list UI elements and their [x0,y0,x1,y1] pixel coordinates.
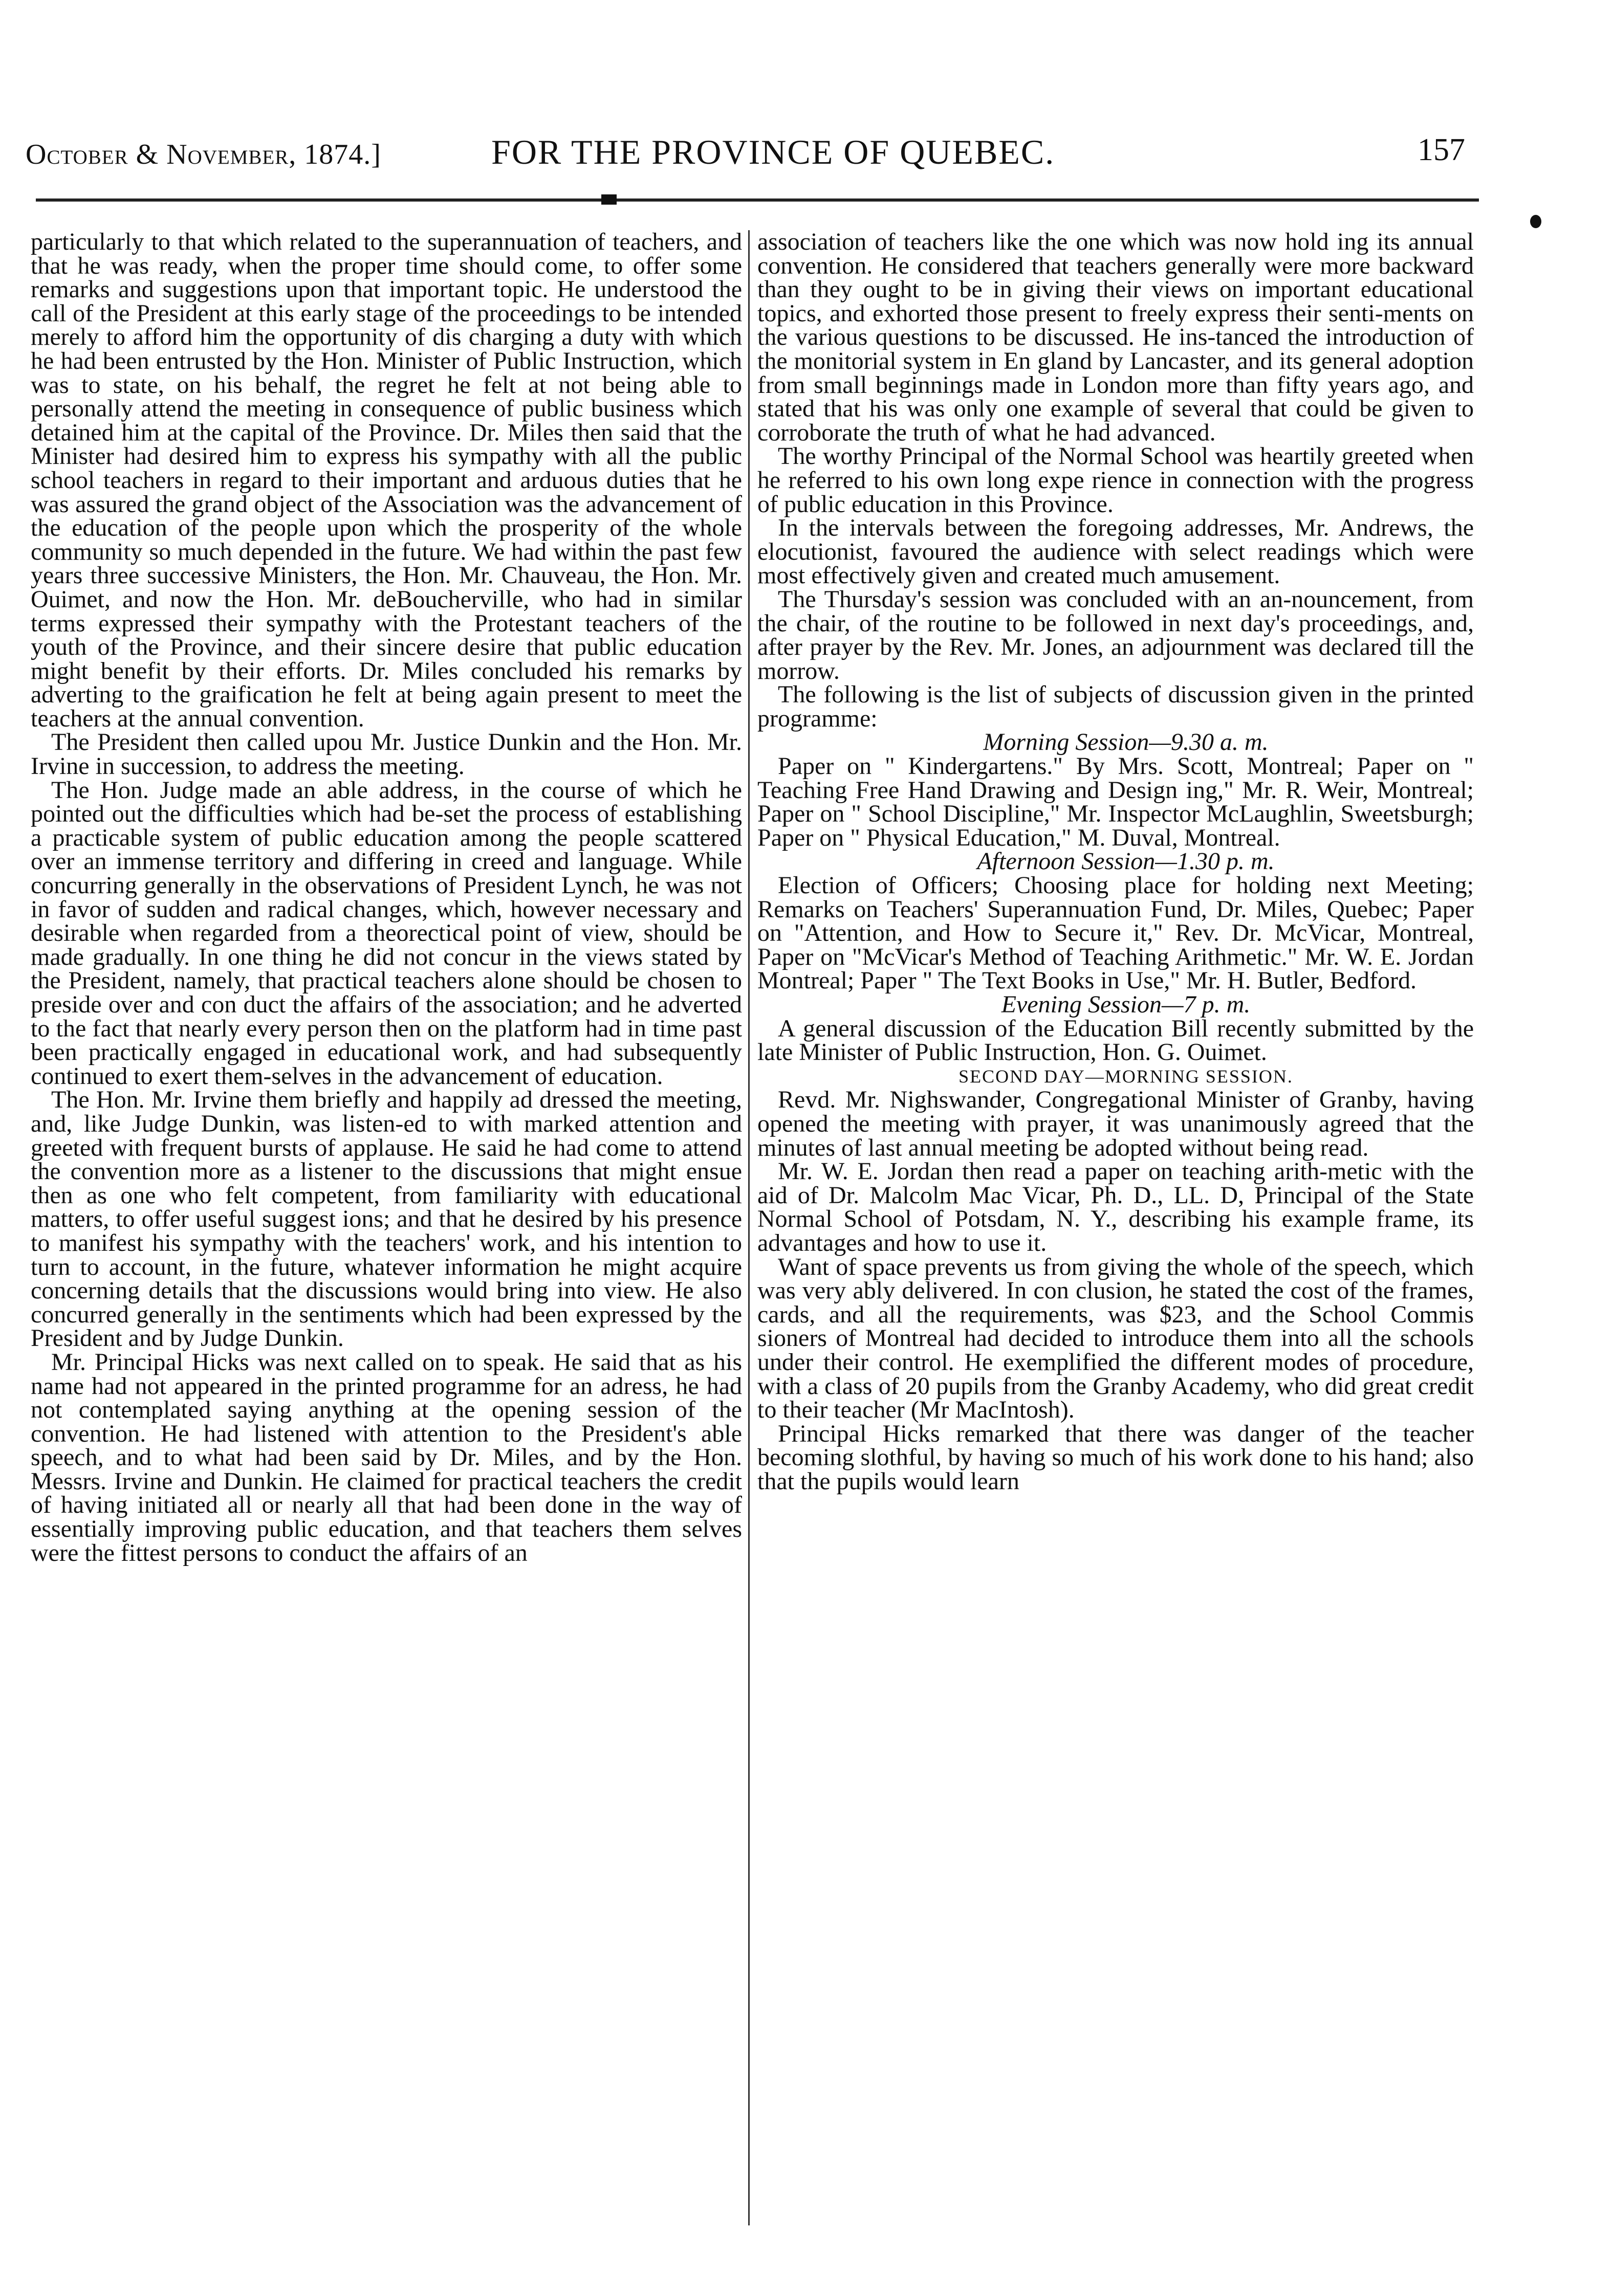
right-paragraph: Revd. Mr. Nighswander, Congregational Minister of Granby, having opened the meeting with prayer, it was unanimously agreed that the minutes of last annual meeting be adopted without being read. [757,1086,1474,1161]
page-header [0,128,1613,189]
header-title: FOR THE PROVINCE OF QUEBEC. [491,133,1055,171]
right-paragraph: Mr. W. E. Jordan then read a paper on teaching arith-metic with the aid of Dr. Malcolm Mac Vicar, Ph. D., LL. D, Principal of the State Normal School of Potsdam, N. Y., describing his example frame, its advantages and how to use it. [757,1158,1474,1256]
right-paragraph: The worthy Principal of the Normal School was heartily greeted when he referred to his own long expe rience in connection with the progress of public education in this Province. [757,443,1474,518]
right-paragraph: association of teachers like the one which was now hold ing its annual convention. He considered that teachers generally were more backward than they ought to be in giving their views on important educational topics, and exhorted those present to freely express their senti-ments on the various questions to be discussed. He ins-tanced the introduction of the monitorial system in En gland by Lancaster, and its general adoption from small beginnings made in London more than fifty years ago, and stated that his was only one example of several that could be given to corroborate the truth of what he had advanced. [757,228,1474,446]
left-paragraph: The President then called upou Mr. Justice Dunkin and the Hon. Mr. Irvine in succession, to address the meeting. [31,728,742,780]
evening-session-heading: Evening Session—7 p. m. [1001,991,1251,1018]
left-column [31,230,742,1565]
column-divider [748,230,750,2225]
afternoon-session-text: Election of Officers; Choosing place for holding next Meeting; Remarks on Teachers' Superannuation Fund, Dr. Miles, Quebec; Paper on "Attention, and How to Secure it," Rev. Dr. McVicar, Montreal, Paper on "McVicar's Method of Teaching Arithmetic." Mr. W. E. Jordan Montreal; Paper " The Text Books in Use," Mr. H. Butler, Bedford. [757,872,1474,995]
left-paragraph: Mr. Principal Hicks was next called on to speak. He said that as his name had not appeared in the printed programme for an adress, he had not contemplated saying anything at the opening session of the convention. He had listened with attention to the President's able speech, and to what had been said by Dr. Miles, and by the Hon. Messrs. Irvine and Dunkin. He claimed for practical teachers the credit of having initiated all or nearly all that had been done in the way of essentially improving public education, and that teachers them selves were the fittest persons to conduct the affairs of an [31,1348,742,1566]
header-date: October & November, 1874.] [26,139,381,170]
right-paragraph: The Thursday's session was concluded with an an-nouncement, from the chair, of the routine to be followed in next day's proceedings, and, after prayer by the Rev. Mr. Jones, an adjournment was declared till the morrow. [757,585,1474,685]
page-number: 157 [1418,133,1465,167]
evening-session-text: A general discussion of the Education Bill recently submitted by the late Minister of Public Instruction, Hon. G. Ouimet. [757,1014,1474,1066]
ink-spot [1530,215,1541,228]
right-paragraph: Principal Hicks remarked that there was danger of the teacher becoming slothful, by having so much of his work done to his hand; also that the pupils would learn [757,1420,1474,1495]
right-column [757,230,1474,1493]
left-paragraph: The Hon. Judge made an able address, in the course of which he pointed out the difficulties which had be-set the process of establishing a practicable system of public education among the people scattered over an immense territory and differing in creed and language. While concurring generally in the observations of President Lynch, he was not in favor of sudden and radical changes, which, however necessary and desirable when regarded from a theorectical point of view, should be made gradually. In one thing he did not concur in the views stated by the President, namely, that practical teachers alone should be chosen to preside over and con duct the affairs of the association; and he adverted to the fact that nearly every person then on the platform had in time past been practically engaged in educational work, and had subsequently continued to exert them-selves in the advancement of education. [31,776,742,1090]
morning-session-heading: Morning Session—9.30 a. m. [983,728,1269,756]
header-rule-mark [601,194,617,205]
morning-session-text: Paper on " Kindergartens." By Mrs. Scott, Montreal; Paper on " Teaching Free Hand Drawing and Design ing," Mr. R. Weir, Montreal; Paper on " School Discipline," Mr. Inspector McLaughlin, Sweetsburgh; Paper on " Physical Education," M. Duval, Montreal. [757,753,1474,851]
right-paragraph: The following is the list of subjects of discussion given in the printed programme: [757,681,1474,732]
right-paragraph: In the intervals between the foregoing addresses, Mr. Andrews, the elocutionist, favoured the audience with select readings which were most effectively given and created much amusement. [757,514,1474,589]
left-paragraph: The Hon. Mr. Irvine them briefly and happily ad dressed the meeting, and, like Judge Dunkin, was listen-ed to with marked attention and greeted with frequent bursts of applause. He said he had come to attend the convention more as a listener to the discussions that might ensue then as one who felt competent, from familiarity with educational matters, to offer useful suggest ions; and that he desired by his presence to manifest his sympathy with the teachers' work, and his intention to turn to account, in the future, whatever information he might acquire concerning details that the discussions would bring into view. He also concurred generally in the sentiments which had been expressed by the President and by Judge Dunkin. [31,1086,742,1352]
second-day-heading: SECOND DAY—MORNING SESSION. [958,1066,1293,1087]
afternoon-session-heading: Afternoon Session—1.30 p. m. [977,848,1275,875]
header-rule [36,198,1479,202]
left-paragraph: particularly to that which related to the superannuation of teachers, and that he was ready, when the proper time should come, to offer some remarks and suggestions upon that important topic. He understood the call of the President at this early stage of the proceedings to be intended merely to afford him the opportunity of dis charging a duty with which he had been entrusted by the Hon. Minister of Public Instruction, which was to state, on his behalf, the regret he felt at not being able to personally attend the meeting in consequence of public business which detained him at the capital of the Province. Dr. Miles then said that the Minister had desired him to express his sympathy with all the public school teachers in regard to their important and arduous duties that he was assured the grand object of the Association was the advancement of the education of the people upon which the prosperity of the whole community so much depended in the future. We had within the past few years three successive Ministers, the Hon. Mr. Chauveau, the Hon. Mr. Ouimet, and now the Hon. Mr. deBoucherville, who had in similar terms expressed their sympathy with the Protestant teachers of the youth of the Province, and their sincere desire that public education might benefit by their efforts. Dr. Miles concluded his remarks by adverting to the graification he felt at being again present to meet the teachers at the annual convention. [31,228,742,732]
right-paragraph: Want of space prevents us from giving the whole of the speech, which was very ably delivered. In con clusion, he stated the cost of the frames, cards, and all the requirements, was $23, and the School Commis sioners of Montreal had decided to introduce them into all the schools under their control. He exemplified the different modes of procedure, with a class of 20 pupils from the Granby Academy, who did great credit to their teacher (Mr MacIntosh). [757,1253,1474,1424]
